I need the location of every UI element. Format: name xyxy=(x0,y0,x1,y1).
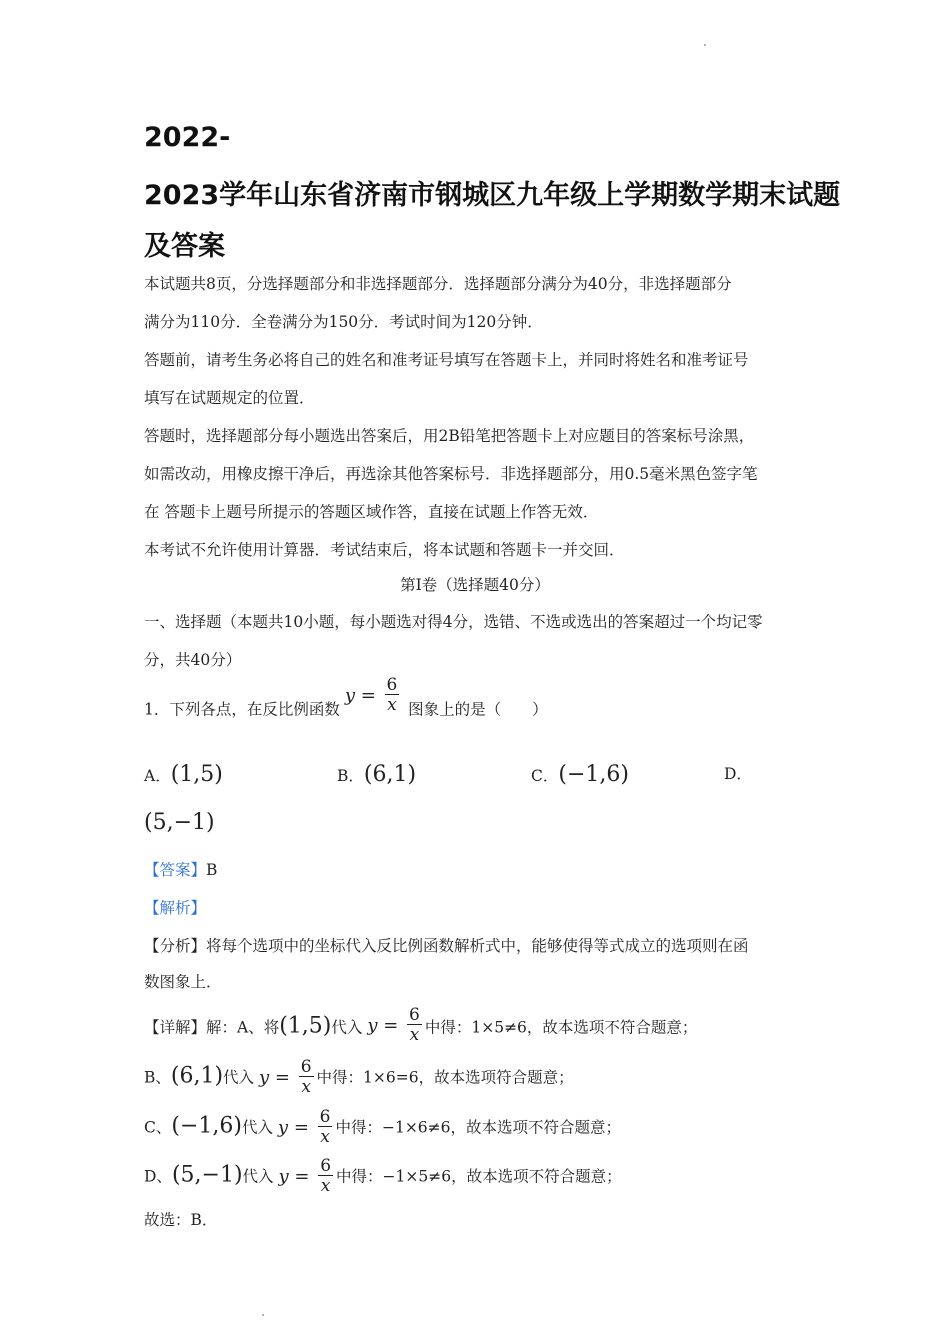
instruction-text: 本考试不允许使用计算器．考试结束后，将本试题和答题卡一并交回． xyxy=(144,541,625,559)
section-heading: 一、选择题（本题共10小题，每小题选对得4分，选错、不选或选出的答案超过一个均记零 xyxy=(144,613,763,631)
option-a: A．(1,5) xyxy=(144,762,223,787)
analysis-tag: 【解析】 xyxy=(144,899,207,917)
doc-title-line-3: 及答案 xyxy=(144,231,225,262)
function-formula: y = $\frac{6}{x}$ xyxy=(344,675,398,715)
answer-line xyxy=(144,858,217,880)
answer-value: B xyxy=(206,861,218,879)
analysis-text: 【分析】将每个选项中的坐标代入反比例函数解析式中，能够使得等式成立的选项则在函 xyxy=(144,937,749,955)
analysis-text: 数图象上． xyxy=(144,973,222,991)
option-c: C．(−1,6) xyxy=(531,762,629,787)
question-1-suffix: 图象上的是（ ） xyxy=(408,700,548,719)
option-b: B．(6,1) xyxy=(337,762,417,787)
answer-tag: 【答案】 xyxy=(144,861,207,879)
doc-title-line-1: 2022- xyxy=(144,122,231,153)
scan-dot xyxy=(704,44,706,46)
detail-line-b: B、(6,1)代入 y = $\frac{6}{x}$ 中得：1×6=6，故本选项符合题意； xyxy=(144,1057,574,1097)
question-1-prefix: 1．下列各点，在反比例函数 xyxy=(144,700,340,719)
volume-heading: 第Ⅰ卷（选择题40分） xyxy=(400,576,550,594)
detail-line-a: 【详解】解：A、将(1,5)代入 y = $\frac{6}{x}$ 中得：1×5≠6，故本选项不符合题意； xyxy=(144,1005,698,1045)
option-d: D． xyxy=(724,765,752,783)
section-heading: 分，共40分） xyxy=(144,651,242,669)
scan-dot xyxy=(262,1314,264,1316)
instruction-text: 如需改动，用橡皮擦干净后，再选涂其他答案标号．非选择题部分，用0.5毫米黑色签字笔 xyxy=(144,465,758,483)
detail-line-c: C、(−1,6)代入 y = $\frac{6}{x}$ 中得：−1×6≠6，故本选项不符合题意； xyxy=(144,1107,622,1147)
instruction-text: 满分为110分．全卷满分为150分．考试时间为120分钟． xyxy=(144,313,543,331)
question-1 xyxy=(144,675,548,729)
conclusion: 故选：B． xyxy=(144,1211,218,1229)
option-d-value: (5,−1) xyxy=(144,810,215,835)
instruction-text: 答题时，选择题部分每小题选出答案后，用2B铅笔把答题卡上对应题目的答案标号涂黑， xyxy=(144,427,755,445)
doc-title-line-2: 2023学年山东省济南市钢城区九年级上学期数学期末试题 xyxy=(144,180,841,211)
instruction-text: 在 答题卡上题号所提示的答题区域作答，直接在试题上作答无效． xyxy=(144,503,599,521)
instruction-text: 答题前，请考生务必将自己的姓名和准考证号填写在答题卡上，并同时将姓名和准考证号 xyxy=(144,351,749,369)
detail-line-d: D、(5,−1)代入 y = $\frac{6}{x}$ 中得：−1×5≠6，故本选项不符合题意； xyxy=(144,1156,622,1196)
instruction-text: 填写在试题规定的位置． xyxy=(144,389,315,407)
instruction-text: 本试题共8页，分选择题部分和非选择题部分．选择题部分满分为40分，非选择题部分 xyxy=(144,275,732,293)
